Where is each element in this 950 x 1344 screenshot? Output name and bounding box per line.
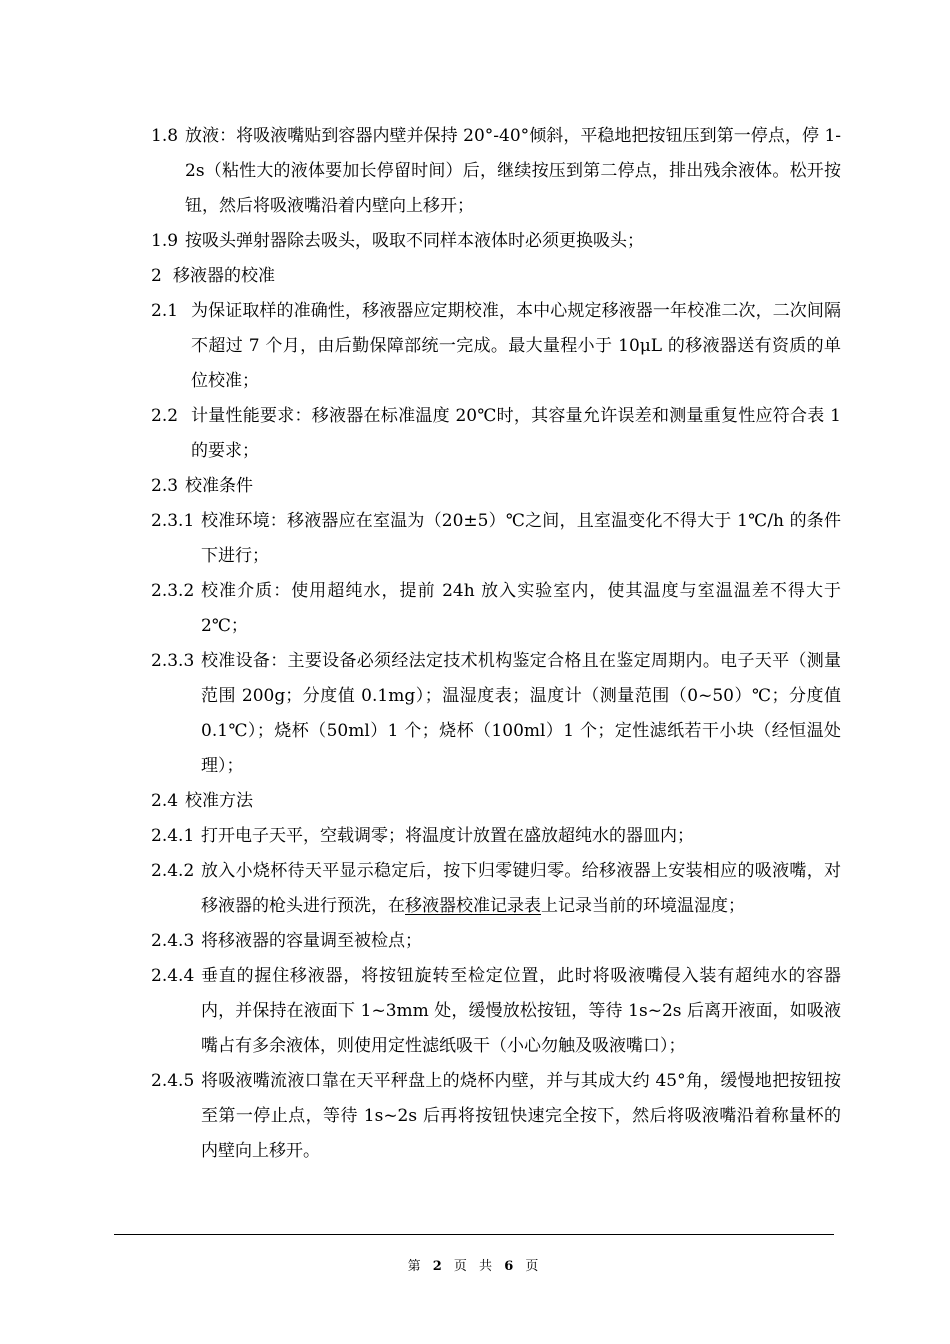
page-footer [0, 1255, 950, 1274]
footer-divider [114, 1234, 834, 1235]
heading-text: 校准条件 [185, 476, 253, 496]
section-2-4-3 [151, 924, 841, 959]
section-number: 1.9 [151, 231, 179, 251]
calibration-record-link[interactable]: 移液器校准记录表 [405, 896, 541, 916]
section-number: 2.3.3 [151, 651, 195, 671]
section-2-3 [151, 469, 841, 504]
section-2-4-4 [151, 959, 841, 1064]
text-before-link: 放入小烧杯待天平显示稳定后，按下归零键归零。给移液器上安装相应的吸液嘴，对移液器的枪头进行预洗，在 [201, 861, 841, 916]
section-number: 2 [151, 266, 162, 286]
heading-text: 移液器的校准 [173, 266, 275, 286]
section-text: 校准介质：使用超纯水，提前 24h 放入实验室内，使其温度与室温温差不得大于 2℃； [201, 581, 841, 636]
footer-mid: 页 共 [453, 1259, 497, 1274]
section-text: 为保证取样的准确性，移液器应定期校准，本中心规定移液器一年校准二次，二次间隔不超过 7 个月，由后勤保障部统一完成。最大量程小于 10μL 的移液器送有资质的单位校准； [191, 301, 841, 391]
section-2-4-5 [151, 1064, 841, 1169]
section-number: 2.4.3 [151, 931, 195, 951]
section-number: 2.4.1 [151, 826, 195, 846]
document-body [151, 119, 841, 1169]
text-after-link: 上记录当前的环境温湿度； [541, 896, 745, 916]
section-number: 1.8 [151, 126, 179, 146]
section-number: 2.4.5 [151, 1071, 195, 1091]
heading-text: 校准方法 [185, 791, 253, 811]
section-2-3-2 [151, 574, 841, 644]
total-page-count: 6 [504, 1259, 518, 1274]
section-1-9 [151, 224, 841, 259]
footer-suffix: 页 [525, 1259, 543, 1274]
section-text: 将移液器的容量调至被检点； [201, 931, 422, 951]
section-text: 垂直的握住移液器，将按钮旋转至检定位置，此时将吸液嘴侵入装有超纯水的容器内，并保持在液面下 1~3mm 处，缓慢放松按钮，等待 1s~2s 后离开液面，如吸液嘴占有多余液体，则使用定性滤纸吸干（小心勿触及吸液嘴口）； [201, 966, 841, 1056]
section-number: 2.3.1 [151, 511, 195, 531]
section-1-8 [151, 119, 841, 224]
current-page-number: 2 [432, 1259, 446, 1274]
section-number: 2.4 [151, 791, 179, 811]
section-number: 2.3 [151, 476, 179, 496]
section-2-4-1 [151, 819, 841, 854]
section-text: 按吸头弹射器除去吸头，吸取不同样本液体时必须更换吸头； [185, 231, 644, 251]
section-text: 校准环境：移液器应在室温为（20±5）℃之间，且室温变化不得大于 1℃/h 的条件下进行； [201, 511, 841, 566]
section-text: 放液：将吸液嘴贴到容器内壁并保持 20°-40°倾斜，平稳地把按钮压到第一停点，停 1-2s（粘性大的液体要加长停留时间）后，继续按压到第二停点，排出残余液体。松开按钮，然后将吸液嘴沿着内壁向上移开； [185, 126, 841, 216]
section-number: 2.4.2 [151, 861, 195, 881]
section-2-4 [151, 784, 841, 819]
section-2-4-2 [151, 854, 841, 924]
section-text: 打开电子天平，空载调零；将温度计放置在盛放超纯水的器皿内； [201, 826, 694, 846]
heading-2 [151, 259, 841, 294]
section-text: 将吸液嘴流液口靠在天平秤盘上的烧杯内壁，并与其成大约 45°角，缓慢地把按钮按至第一停止点，等待 1s~2s 后再将按钮快速完全按下，然后将吸液嘴沿着称量杯的内壁向上移开。 [201, 1071, 841, 1161]
section-number: 2.2 [151, 406, 179, 426]
footer-prefix: 第 [407, 1259, 425, 1274]
section-text [201, 854, 841, 924]
section-2-3-3 [151, 644, 841, 784]
section-text: 校准设备：主要设备必须经法定技术机构鉴定合格且在鉴定周期内。电子天平（测量范围 200g；分度值 0.1mg）；温湿度表；温度计（测量范围（0~50）℃；分度值 0.1℃）；烧杯（50ml）1 个；烧杯（100ml）1 个；定性滤纸若干小块（经恒温处理）； [201, 651, 841, 776]
section-number: 2.3.2 [151, 581, 195, 601]
section-number: 2.1 [151, 301, 179, 321]
section-2-3-1 [151, 504, 841, 574]
section-text: 计量性能要求：移液器在标准温度 20℃时，其容量允许误差和测量重复性应符合表 1 的要求； [191, 406, 841, 461]
section-2-1 [151, 294, 841, 399]
section-2-2 [151, 399, 841, 469]
section-number: 2.4.4 [151, 966, 195, 986]
